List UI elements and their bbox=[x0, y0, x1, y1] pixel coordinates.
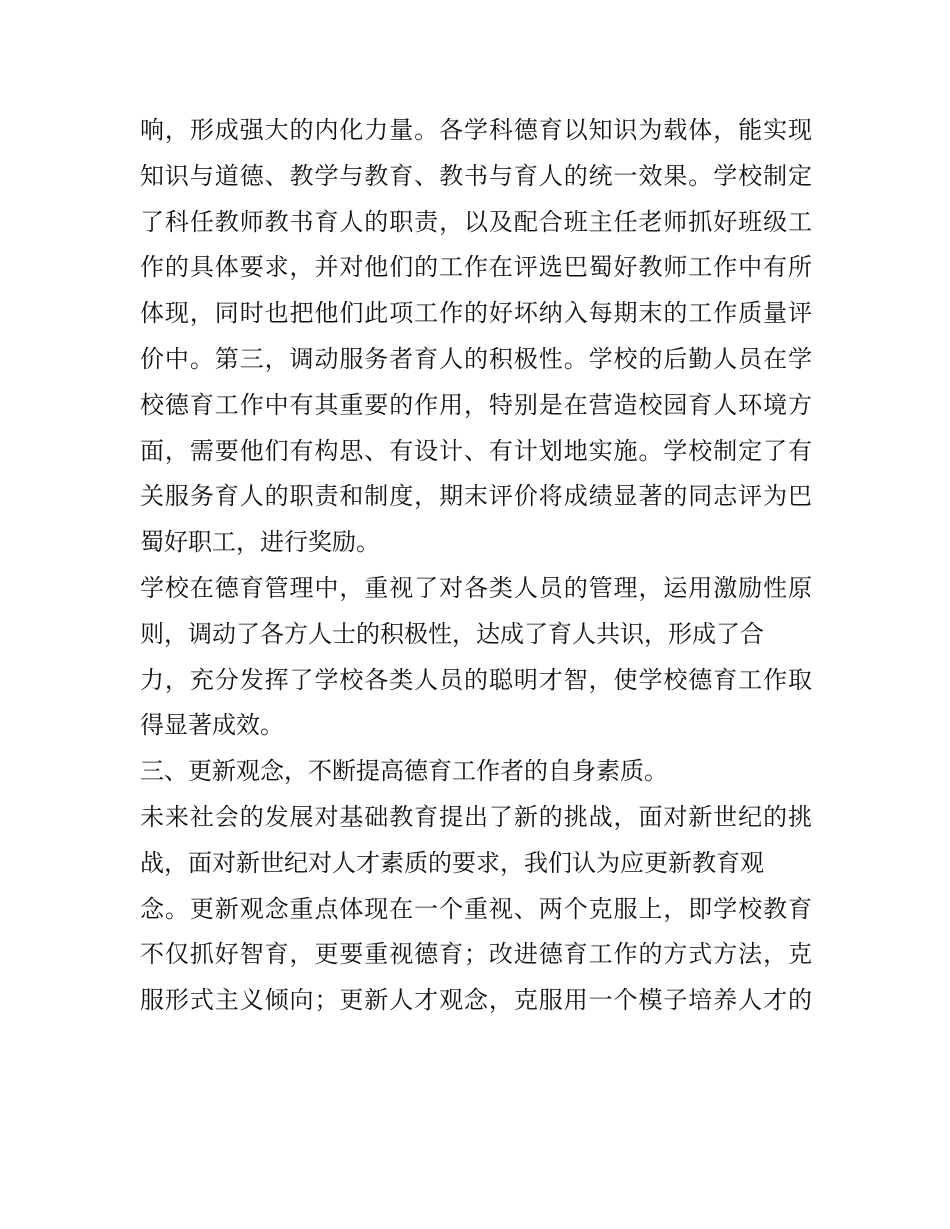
text-line: 力，充分发挥了学校各类人员的聪明才智，使学校德育工作取 bbox=[140, 665, 812, 694]
text-line: 响，形成强大的内化力量。各学科德育以知识为载体，能实现 bbox=[140, 116, 812, 144]
text-line: 校德育工作中有其重要的作用，特别是在营造校园育人环境方 bbox=[140, 390, 812, 419]
section-heading: 三、更新观念，不断提高德育工作者的自身素质。 bbox=[140, 757, 668, 786]
text-line: 得显著成效。 bbox=[140, 711, 284, 740]
text-line: 知识与道德、教学与教育、教书与育人的统一效果。学校制定 bbox=[140, 161, 812, 190]
text-line: 关服务育人的职责和制度，期末评价将成绩显著的同志评为巴 bbox=[140, 482, 812, 511]
body-text bbox=[140, 108, 812, 1024]
text-line: 面，需要他们有构思、有设计、有计划地实施。学校制定了有 bbox=[140, 436, 812, 465]
text-line: 学校在德育管理中，重视了对各类人员的管理，运用激励性原 bbox=[140, 573, 812, 602]
text-line: 体现，同时也把他们此项工作的好坏纳入每期末的工作质量评 bbox=[140, 299, 812, 328]
text-line: 蜀好职工，进行奖励。 bbox=[140, 528, 380, 557]
text-line: 战，面对新世纪对人才素质的要求，我们认为应更新教育观 bbox=[140, 848, 764, 877]
text-line: 了科任教师教书育人的职责，以及配合班主任老师抓好班级工 bbox=[140, 207, 812, 236]
text-line: 则，调动了各方人士的积极性，达成了育人共识，形成了合 bbox=[140, 619, 764, 648]
text-line: 价中。第三，调动服务者育人的积极性。学校的后勤人员在学 bbox=[140, 344, 812, 373]
text-line: 作的具体要求，并对他们的工作在评选巴蜀好教师工作中有所 bbox=[140, 253, 812, 282]
text-line: 念。更新观念重点体现在一个重视、两个克服上，即学校教育 bbox=[140, 894, 812, 923]
text-line: 服形式主义倾向；更新人才观念，克服用一个模子培养人才的 bbox=[140, 986, 812, 1015]
text-line: 未来社会的发展对基础教育提出了新的挑战，面对新世纪的挑 bbox=[140, 802, 812, 831]
text-line: 不仅抓好智育，更要重视德育；改进德育工作的方式方法，克 bbox=[140, 940, 812, 969]
